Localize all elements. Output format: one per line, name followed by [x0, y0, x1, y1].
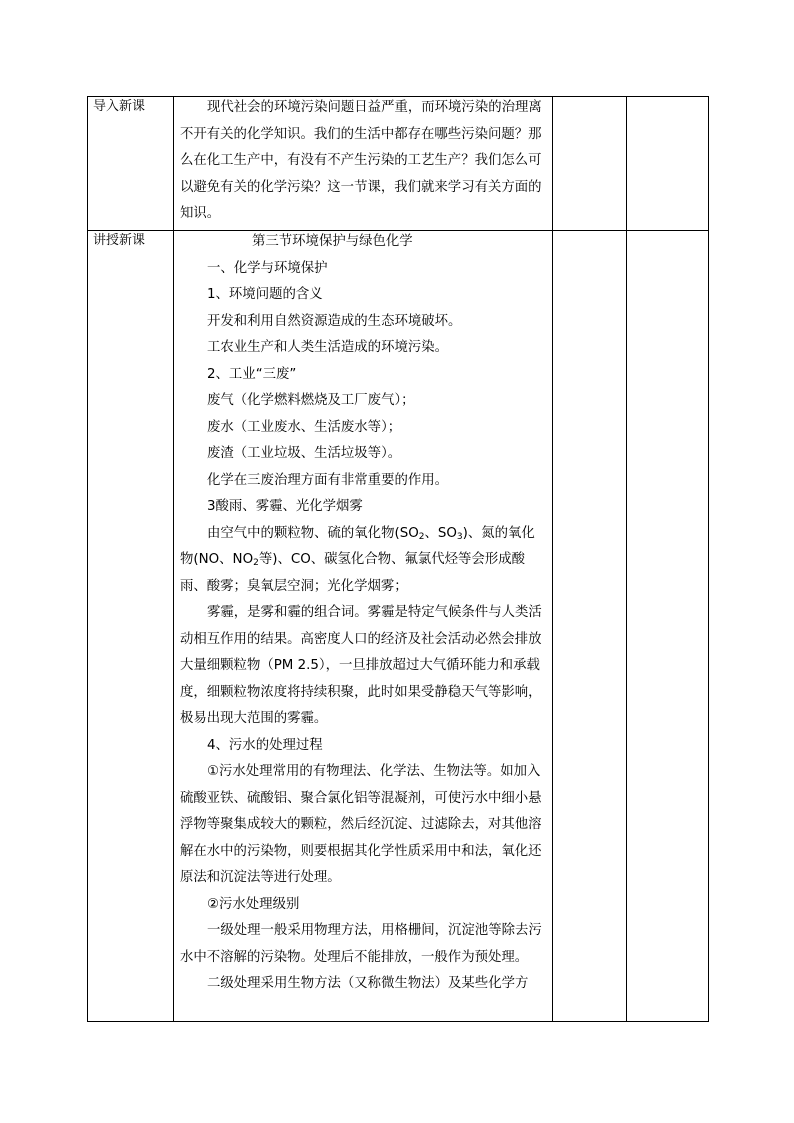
item-1-line-1: 开发和利用自然资源造成的生态环境破坏。	[207, 313, 462, 329]
heading-1: 一、化学与环境保护	[207, 260, 328, 276]
row-label-cell	[88, 231, 174, 1022]
subscript: 3	[456, 531, 463, 542]
item-3-title: 3酸雨、雾霾、光化学烟雾	[207, 499, 363, 514]
item-4-title: 4、污水的处理过程	[207, 737, 323, 753]
content-cell-intro	[174, 97, 553, 231]
item-1-line-2: 工农业生产和人类生活造成的环境污染。	[207, 340, 449, 355]
item-3-paragraph-1	[180, 521, 544, 601]
row-label-cell	[88, 97, 174, 231]
empty-cell	[553, 97, 627, 231]
subscript: 2	[418, 531, 425, 542]
table-row-lecture	[88, 231, 709, 1022]
item-2-line-1: 废气（化学燃料燃烧及工厂废气）；	[207, 393, 415, 408]
text-run: 由空气中的颗粒物、硫的氧化物(SO	[207, 525, 419, 541]
text-run: )、氮的氧化物(NO、NO	[180, 525, 535, 567]
item-4-paragraph-2: ②污水处理级别	[207, 896, 300, 912]
item-3-paragraph-2: 雾霾，是雾和霾的组合词。雾霾是特定气候条件与人类活动相互作用的结果。高密度人口的经济及社会活动必然会排放大量细颗粒物（PM 2.5），一旦排放超过大气循环能力和承载度，细颗粒物浓度将持续积聚，此时如果受静稳天气等影响，极易出现大范围的雾霾。	[180, 605, 542, 726]
item-4-paragraph-1: ①污水处理常用的有物理法、化学法、生物法等。如加入硫酸亚铁、硫酸铝、聚合氯化铝等混凝剂，可使污水中细小悬浮物等聚集成较大的颗粒，然后经沉淀、过滤除去，对其他溶解在水中的污染物，则要根据其化学性质采用中和法，氧化还原法和沉淀法等进行处理。	[180, 764, 542, 885]
item-2-line-2: 废水（工业废水、生活废水等）；	[207, 419, 402, 435]
row-label-intro: 导入新课	[93, 99, 146, 114]
section-title: 第三节环境保护与绿色化学	[252, 234, 413, 249]
content-cell-lecture	[174, 231, 553, 1022]
row-label-lecture: 讲授新课	[93, 233, 146, 248]
lesson-plan-table	[87, 96, 709, 1022]
text-run: 、SO	[424, 525, 457, 541]
item-4-paragraph-4: 二级处理采用生物方法（又称微生物法）及某些化学方	[207, 976, 529, 991]
empty-cell	[627, 231, 709, 1022]
text-run: 等)、CO、碳氢化合物、氟氯代烃等会形成酸雨、酸雾；臭氧层空洞；光化学烟雾；	[180, 552, 526, 594]
intro-paragraph: 现代社会的环境污染问题日益严重，而环境污染的治理离不开有关的化学知识。我们的生活中都存在哪些污染问题？那么在化工生产中，有没有不产生污染的工艺生产？我们怎么可以避免有关的化学污染？这一节课，我们就来学习有关方面的知识。	[180, 100, 542, 221]
subscript: 2	[253, 558, 259, 568]
item-4-paragraph-3: 一级处理一般采用物理方法，用格栅间，沉淀池等除去污水中不溶解的污染物。处理后不能排放，一般作为预处理。	[180, 923, 542, 965]
table-row-intro	[88, 97, 709, 231]
item-2-line-3: 废渣（工业垃圾、生活垃圾等）。	[207, 446, 402, 461]
item-1-title: 1、环境问题的含义	[207, 287, 323, 302]
empty-cell	[553, 231, 627, 1022]
item-2-title: 2、工业“三废”	[207, 366, 297, 382]
item-2-line-4: 化学在三废治理方面有非常重要的作用。	[207, 472, 449, 488]
empty-cell	[627, 97, 709, 231]
